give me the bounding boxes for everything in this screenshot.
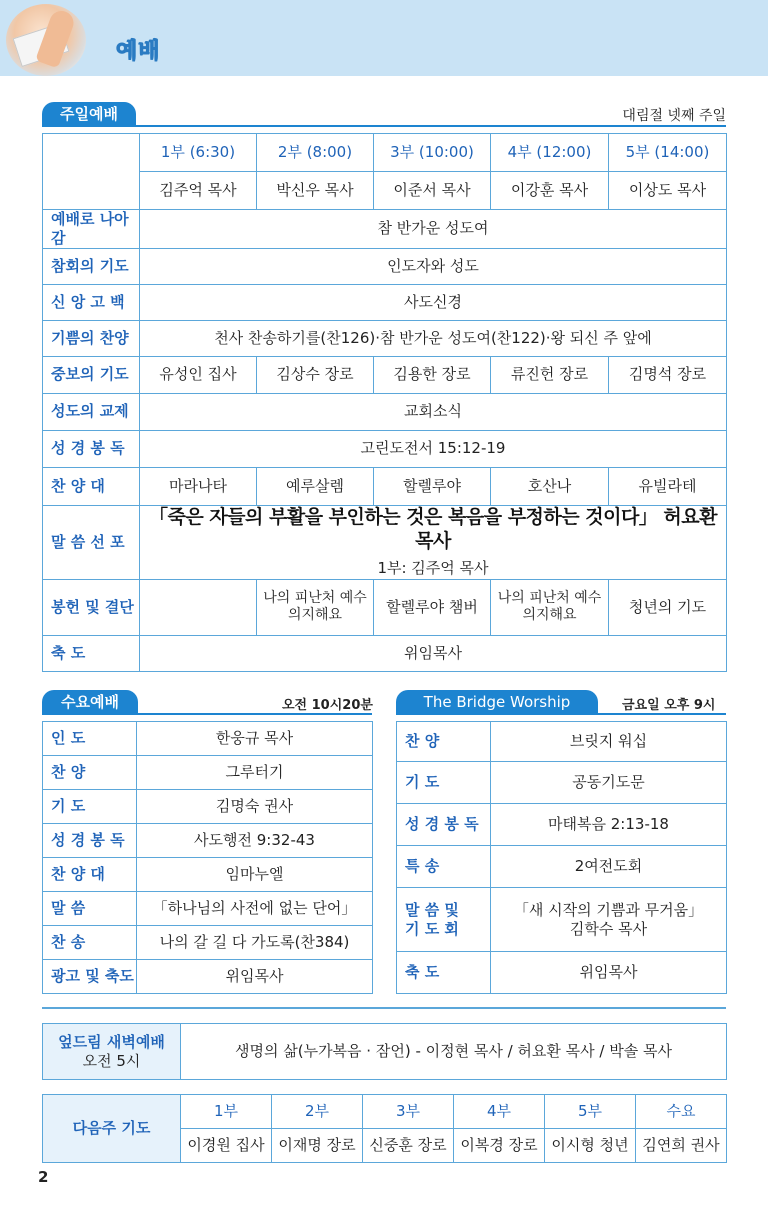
wed-label: 말 씀 xyxy=(43,892,137,926)
bridge-label: 찬 양 xyxy=(397,722,491,762)
choir-5: 유빌라테 xyxy=(609,467,727,505)
service-time-1: 1부 (6:30) xyxy=(140,134,257,172)
bridge-value: 마태복음 2:13-18 xyxy=(491,804,727,846)
service-pastor-2: 박신우 목사 xyxy=(257,172,374,210)
bridge-note: 금요일 오후 9시 xyxy=(622,698,716,713)
intercession-5: 김명석 장로 xyxy=(609,356,727,393)
next-header: 1부 xyxy=(181,1095,272,1129)
next-name: 이재명 장로 xyxy=(272,1129,363,1163)
bridge-value: 브릿지 워십 xyxy=(491,722,727,762)
row-label: 참회의 기도 xyxy=(43,248,140,284)
row-value: 고린도전서 15:12-19 xyxy=(140,430,727,467)
row-label: 성 경 봉 독 xyxy=(43,430,140,467)
next-header: 수요 xyxy=(636,1095,727,1129)
next-prayer-table xyxy=(42,1094,727,1163)
wed-label: 광고 및 축도 xyxy=(43,960,137,994)
sunday-table xyxy=(42,133,727,672)
row-label: 봉헌 및 결단 xyxy=(43,579,140,635)
wednesday-table xyxy=(42,721,373,994)
bridge-label: 성 경 봉 독 xyxy=(397,804,491,846)
bridge-value: 위임목사 xyxy=(491,952,727,994)
wed-value: 김명숙 권사 xyxy=(137,790,373,824)
next-header: 3부 xyxy=(363,1095,454,1129)
page-number: 2 xyxy=(38,1168,49,1186)
dawn-time: 오전 5시 xyxy=(82,1051,141,1070)
next-name: 이복경 장로 xyxy=(454,1129,545,1163)
dawn-table xyxy=(42,1023,727,1080)
wed-value: 위임목사 xyxy=(137,960,373,994)
offering-1 xyxy=(140,579,257,635)
row-value: 위임목사 xyxy=(140,635,727,671)
dawn-label-cell xyxy=(43,1024,181,1080)
wed-value: 한웅규 목사 xyxy=(137,722,373,756)
next-header: 2부 xyxy=(272,1095,363,1129)
wed-value: 그루터기 xyxy=(137,756,373,790)
row-label: 찬 양 대 xyxy=(43,467,140,505)
choir-4: 호산나 xyxy=(491,467,609,505)
row-value: 사도신경 xyxy=(140,284,727,320)
wed-label: 찬 송 xyxy=(43,926,137,960)
wed-label: 기 도 xyxy=(43,790,137,824)
service-time-4: 4부 (12:00) xyxy=(491,134,609,172)
sermon-title: 「죽은 자들의 부활을 부인하는 것은 복음을 부정하는 것이다」 허요환 목사 xyxy=(149,505,717,552)
service-time-2: 2부 (8:00) xyxy=(257,134,374,172)
service-time-3: 3부 (10:00) xyxy=(374,134,491,172)
choir-3: 할렐루야 xyxy=(374,467,491,505)
page-header xyxy=(0,0,768,76)
row-value: 인도자와 성도 xyxy=(140,248,727,284)
bridge-label-2: 기 도 회 xyxy=(405,919,459,938)
row-label: 기쁨의 찬양 xyxy=(43,320,140,356)
row-label: 성도의 교제 xyxy=(43,393,140,430)
intercession-4: 류진헌 장로 xyxy=(491,356,609,393)
wednesday-tab: 수요예배 xyxy=(42,690,138,714)
next-name: 이시형 청년 xyxy=(545,1129,636,1163)
bridge-label: 말 씀 및 xyxy=(405,900,459,919)
wed-value: 「하나님의 사전에 없는 단어」 xyxy=(137,892,373,926)
next-name: 이경원 집사 xyxy=(181,1129,272,1163)
wednesday-tab-line xyxy=(42,713,372,715)
intercession-1: 유성인 집사 xyxy=(140,356,257,393)
service-pastor-4: 이강훈 목사 xyxy=(491,172,609,210)
praying-hands-bible-icon xyxy=(6,4,86,76)
bridge-value-cell xyxy=(491,888,727,952)
bridge-value: 2여전도회 xyxy=(491,846,727,888)
wed-label: 인 도 xyxy=(43,722,137,756)
intercession-2: 김상수 장로 xyxy=(257,356,374,393)
section-divider xyxy=(42,1007,726,1009)
service-pastor-3: 이준서 목사 xyxy=(374,172,491,210)
wed-label: 찬 양 대 xyxy=(43,858,137,892)
next-header: 5부 xyxy=(545,1095,636,1129)
dawn-value: 생명의 삶(누가복음 · 잠언) - 이정현 목사 / 허요환 목사 / 박솔 목사 xyxy=(181,1024,727,1080)
bridge-label-cell xyxy=(397,888,491,952)
choir-1: 마라나타 xyxy=(140,467,257,505)
wed-value: 나의 갈 길 다 가도록(찬384) xyxy=(137,926,373,960)
bridge-table xyxy=(396,721,727,994)
bridge-label: 축 도 xyxy=(397,952,491,994)
empty-corner-cell xyxy=(43,134,140,210)
next-name: 김연희 권사 xyxy=(636,1129,727,1163)
next-prayer-label: 다음주 기도 xyxy=(43,1095,181,1163)
bridge-value: 「새 시작의 기쁨과 무거움」 xyxy=(513,900,704,919)
choir-2: 예루살렘 xyxy=(257,467,374,505)
bridge-tab: The Bridge Worship xyxy=(396,690,598,714)
row-value: 참 반가운 성도여 xyxy=(140,210,727,249)
bridge-value: 공동기도문 xyxy=(491,762,727,804)
sunday-tab-line xyxy=(42,125,726,127)
sermon-cell xyxy=(140,505,727,579)
page-title: 예배 xyxy=(116,39,161,64)
offering-5: 청년의 기도 xyxy=(609,579,727,635)
dawn-label: 엎드림 새벽예배 xyxy=(58,1032,165,1051)
wed-value: 사도행전 9:32-43 xyxy=(137,824,373,858)
sunday-note: 대림절 넷째 주일 xyxy=(622,108,726,124)
sunday-tab: 주일예배 xyxy=(42,102,136,126)
intercession-3: 김용한 장로 xyxy=(374,356,491,393)
offering-3: 할렐루야 챔버 xyxy=(374,579,491,635)
row-value: 천사 찬송하기를(찬126)·참 반가운 성도여(찬122)·왕 되신 주 앞에 xyxy=(140,320,727,356)
bridge-value-2: 김학수 목사 xyxy=(569,919,648,938)
sermon-sub: 1부: 김주억 목사 xyxy=(377,559,489,578)
service-pastor-5: 이상도 목사 xyxy=(609,172,727,210)
offering-4: 나의 피난처 예수 의지해요 xyxy=(491,579,609,635)
row-label: 신 앙 고 백 xyxy=(43,284,140,320)
row-label: 축 도 xyxy=(43,635,140,671)
row-value: 교회소식 xyxy=(140,393,727,430)
next-header: 4부 xyxy=(454,1095,545,1129)
wed-label: 찬 양 xyxy=(43,756,137,790)
service-time-5: 5부 (14:00) xyxy=(609,134,727,172)
offering-2: 나의 피난처 예수 의지해요 xyxy=(257,579,374,635)
wednesday-note: 오전 10시20분 xyxy=(282,698,373,713)
wed-value: 임마누엘 xyxy=(137,858,373,892)
service-pastor-1: 김주억 목사 xyxy=(140,172,257,210)
wed-label: 성 경 봉 독 xyxy=(43,824,137,858)
row-label: 예배로 나아감 xyxy=(43,210,140,249)
next-name: 신중훈 장로 xyxy=(363,1129,454,1163)
bridge-tab-line xyxy=(396,713,726,715)
bridge-label: 특 송 xyxy=(397,846,491,888)
bridge-label: 기 도 xyxy=(397,762,491,804)
row-label: 중보의 기도 xyxy=(43,356,140,393)
row-label: 말 씀 선 포 xyxy=(43,505,140,579)
